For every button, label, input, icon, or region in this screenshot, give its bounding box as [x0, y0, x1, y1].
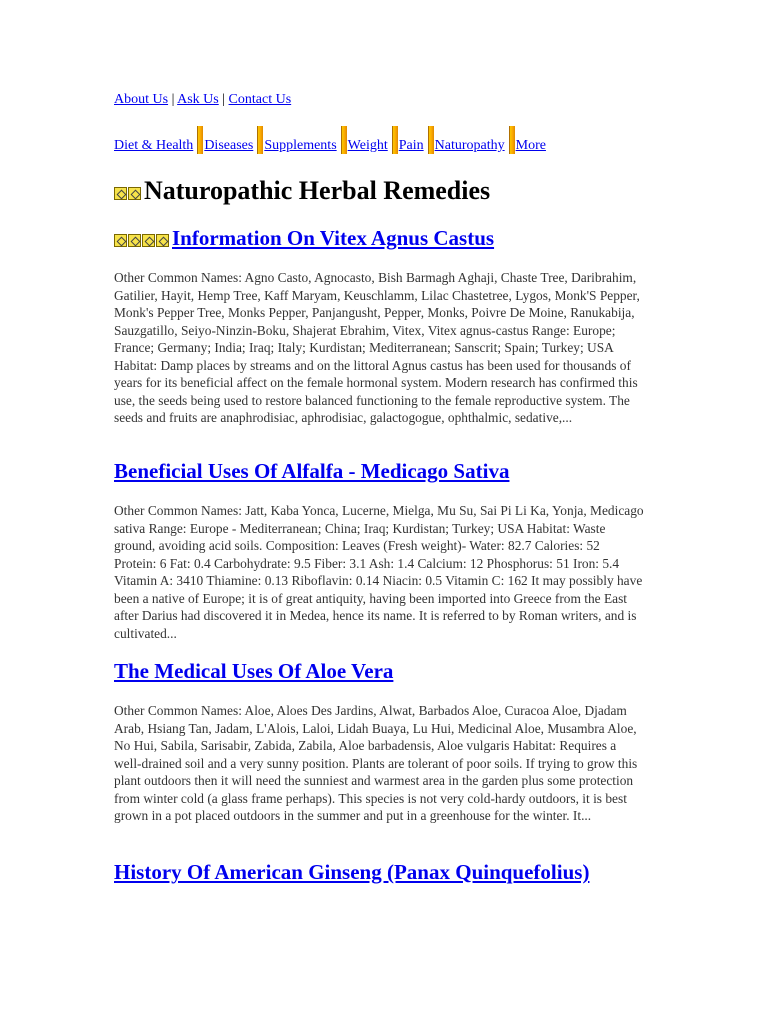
- diamond-bullet-icon: [114, 187, 127, 200]
- page-title-row: [114, 173, 490, 209]
- article-summary: Other Common Names: Agno Casto, Agnocasto, Bish Barmagh Aghaji, Chaste Tree, Daribrahim, Gatilier, Hayit, Hemp Tree, Kaff Maryam, Keuschlamm, Lilac Chastetree, Lygos, Monk'S Pepper, Monk's Pepper Tree, Monks Pepper, Panjangusht, Pepper, Monks, Poivre De Moine, Ranukabija, Sauzgatillo, Seiyo-Ninzin-Boku, Shajerat Ebrahim, Vitex, Vitex agnus-castus Range: Europe; France; Germany; India; Iraq; Italy; Kurdistan; Mediterranean; Sanscrit; Spain; Turkey; USA Habitat: Damp places by streams and on the littoral Agnus castus has been used for thousands of years for its beneficial affect on the female hormonal system. Modern research has confirmed this use, the seeds being used to restore balanced functioning to the female reproductive system. The seeds and fruits are anaphrodisiac, aphrodisiac, galactogogue, ophthalmic, sedative,...: [114, 270, 640, 425]
- nav-item-weight[interactable]: [348, 124, 388, 154]
- orange-bar-icon: [341, 126, 347, 154]
- nav-link-pain[interactable]: Pain: [398, 138, 424, 153]
- orange-bar-icon: [392, 126, 398, 154]
- article-title-link[interactable]: The Medical Uses Of Aloe Vera: [114, 659, 394, 683]
- ask-us-link[interactable]: Ask Us: [177, 92, 219, 107]
- heading-bullets: [114, 234, 170, 247]
- article-summary: Other Common Names: Jatt, Kaba Yonca, Lucerne, Mielga, Mu Su, Sai Pi Li Ka, Yonja, Medicago sativa Range: Europe - Mediterranean; China; Iraq; Kurdistan; Turkey; USA Habitat: Waste ground, avoiding acid soils. Composition: Leaves (Fresh weight)- Water: 82.7 Calories: 52 Protein: 6 Fat: 0.4 Carbohydrate: 9.5 Fiber: 3.1 Ash: 1.4 Calcium: 12 Phosphorus: 51 Iron: 5.4 Vitamin A: 3410 Thiamine: 0.13 Riboflavin: 0.14 Niacin: 0.5 Vitamin C: 162 It may possibly have been a native of Europe; it is of great antiquity, having been imported into Greece from the East after Darius had discovered it in Medea, hence its name. It is referred to by Roman writers, and is cultivated...: [114, 503, 644, 641]
- about-us-link[interactable]: About Us: [114, 92, 169, 107]
- nav-link-diet-health[interactable]: Diet & Health: [114, 138, 194, 153]
- article-heading: [114, 657, 644, 685]
- article-heading: [114, 457, 644, 485]
- orange-bar-icon: [257, 126, 263, 154]
- article-heading: [114, 858, 644, 886]
- article-title-link[interactable]: Beneficial Uses Of Alfalfa - Medicago Sativa: [114, 459, 510, 483]
- nav-link-naturopathy[interactable]: Naturopathy: [434, 138, 505, 153]
- diamond-bullet-icon: [128, 234, 141, 247]
- link-separator: |: [171, 92, 175, 107]
- orange-bar-icon: [509, 126, 515, 154]
- page-title: Naturopathic Herbal Remedies: [144, 176, 491, 205]
- article-summary: Other Common Names: Aloe, Aloes Des Jardins, Alwat, Barbados Aloe, Curacoa Aloe, Djadam Arab, Hsiang Tan, Jadam, L'Alois, Laloi, Lidah Buaya, Lu Hui, Medicinal Aloe, Musambra Aloe, No Hui, Sabila, Sarisabir, Zabida, Zabila, Aloe barbadensis, Aloe vulgaris Habitat: Requires a well-drained soil and a very sunny position. Plants are tolerant of poor soils. If trying to grow this plant outdoors then it will need the sunniest and warmest area in the garden plus some protection from winter cold (a glass frame perhaps). This species is not very cold-hardy outdoors, it is best grown in a pot placed outdoors in the summer and put in a greenhouse for the winter. It...: [114, 703, 638, 823]
- link-separator: |: [222, 92, 226, 107]
- diamond-bullet-icon: [128, 187, 141, 200]
- orange-bar-icon: [197, 126, 203, 154]
- nav-link-diseases[interactable]: Diseases: [204, 138, 254, 153]
- orange-bar-icon: [428, 126, 434, 154]
- nav-item-pain[interactable]: [399, 124, 424, 154]
- category-nav: [114, 124, 546, 154]
- top-links: [114, 91, 291, 109]
- article-title-link[interactable]: Information On Vitex Agnus Castus: [172, 226, 495, 250]
- nav-item-naturopathy[interactable]: [435, 124, 505, 154]
- nav-link-supplements[interactable]: Supplements: [264, 138, 337, 153]
- nav-link-more[interactable]: More: [515, 138, 546, 153]
- article-aloe-vera: [114, 657, 644, 825]
- article-ginseng: [114, 858, 644, 886]
- nav-link-weight[interactable]: Weight: [347, 138, 388, 153]
- article-vitex: [114, 224, 644, 427]
- nav-item-supplements[interactable]: [264, 124, 336, 154]
- nav-item-more[interactable]: [516, 124, 546, 154]
- nav-item-diet-health[interactable]: [114, 124, 193, 154]
- article-alfalfa: [114, 457, 644, 642]
- article-title-link[interactable]: History Of American Ginseng (Panax Quinquefolius): [114, 860, 590, 884]
- title-bullets: [114, 187, 142, 200]
- diamond-bullet-icon: [156, 234, 169, 247]
- contact-us-link[interactable]: Contact Us: [228, 92, 292, 107]
- nav-item-diseases[interactable]: [204, 124, 253, 154]
- article-heading: [114, 224, 644, 252]
- diamond-bullet-icon: [142, 234, 155, 247]
- diamond-bullet-icon: [114, 234, 127, 247]
